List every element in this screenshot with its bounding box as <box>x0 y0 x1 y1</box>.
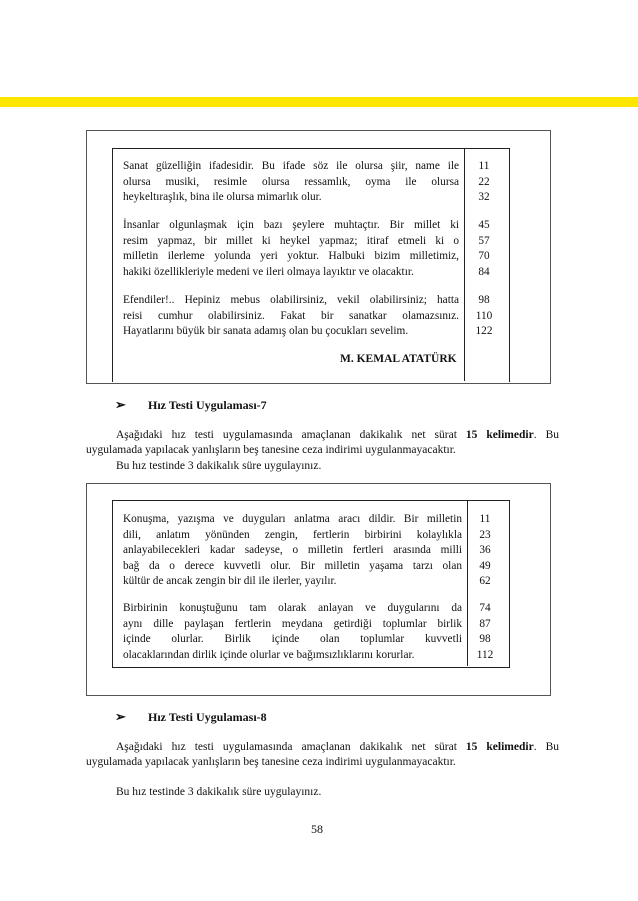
text-line: Birbirinin konuştuğunu tam olarak anlayan ve duygularını da <box>123 602 462 614</box>
word-count: 45 <box>478 219 490 231</box>
text-line: olacaklarından dirlik içinde olurlar ve bağımsızlıklarını korurlar. <box>123 648 415 661</box>
instruction-line <box>86 740 559 755</box>
text-line: olursa musiki, resimle olursa ressamlık, oyma ile olursa <box>123 175 459 188</box>
section-8-instructions <box>86 740 559 755</box>
word-count: 98 <box>479 633 491 645</box>
word-count: 11 <box>479 513 491 525</box>
word-count: 110 <box>475 309 493 322</box>
instruction-line: uygulamada yapılacak yanlışların beş tanesine ceza indirimi uygulanmayacaktır. <box>86 444 456 456</box>
word-count-column <box>466 512 504 590</box>
word-count-column <box>465 159 503 206</box>
word-count: 122 <box>475 325 493 337</box>
text-line: resim yapmaz, bir millet ki heykel yapmaz; itiraf etmeli ki o <box>123 234 459 247</box>
section-7-instruction-line-3 <box>116 459 321 474</box>
section-7-instructions <box>86 428 559 443</box>
passage-1-paragraph-1 <box>123 159 459 206</box>
instruction-emphasis: 15 kelimedir <box>465 429 534 441</box>
text-line: Konuşma, yazışma ve duyguları anlatma aracı dildir. Bir milletin <box>123 513 462 525</box>
passage-2-paragraph-2 <box>123 601 462 663</box>
text-line: İnsanlar olgunlaşmak için bazı şeylere muhtaçtır. Bir millet ki <box>123 219 459 231</box>
text-line: Sanat güzelliğin ifadesidir. Bu ifade söz ile olursa şiir, name ile <box>123 160 459 172</box>
section-7-instruction-line-2 <box>86 443 456 458</box>
passage-1-paragraph-2 <box>123 218 459 280</box>
word-count: 11 <box>478 160 490 172</box>
signature: M. KEMAL ATATÜRK <box>340 353 457 365</box>
instruction-text: Aşağıdaki hız testi uygulamasında amaçlanan dakikalık net sürat <box>116 741 466 753</box>
instruction-line <box>86 428 559 443</box>
section-8-instruction-line-2 <box>86 755 456 770</box>
word-count-column <box>466 601 504 663</box>
word-count-column <box>465 293 503 340</box>
word-count: 23 <box>479 528 491 541</box>
text-line: kültür de ancak zengin bir dil ile ilerler, yayılır. <box>123 575 337 587</box>
word-count: 98 <box>478 294 490 306</box>
section-8-heading: Hız Testi Uygulaması-8 <box>148 710 267 724</box>
instruction-text: . Bu <box>533 741 559 753</box>
arrow-bullet-icon: ➢ <box>115 709 126 724</box>
word-count: 112 <box>476 648 494 661</box>
word-count: 32 <box>478 191 490 203</box>
word-count: 84 <box>478 265 490 278</box>
word-count: 36 <box>479 544 491 556</box>
header-accent-band <box>0 97 638 107</box>
section-7-heading: Hız Testi Uygulaması-7 <box>148 398 267 412</box>
text-line: anlayabilecekleri kadar sadeyse, o milletin fertleri arasında milli <box>123 544 462 556</box>
text-line: bağ da o derece kuvvetli olur. Bir milletin yaşama tarzı olan <box>123 559 462 572</box>
text-line: milletin ilerleme yolunda yeri yoktur. Halbuki bizim milletimiz, <box>123 250 459 262</box>
text-line: hakiki özellikleriyle medeni ve ileri olmaya layıktır ve olacaktır. <box>123 265 414 278</box>
instruction-line: Bu hız testinde 3 dakikalık süre uygulayınız. <box>116 460 322 472</box>
word-count-column <box>465 218 503 280</box>
word-count: 74 <box>479 602 491 614</box>
word-count: 49 <box>479 559 491 572</box>
text-line: Efendiler!.. Hepiniz mebus olabilirsiniz, vekil olabilirsiniz; hatta <box>123 294 459 306</box>
instruction-text: . Bu <box>533 429 559 441</box>
word-count: 87 <box>479 617 491 630</box>
instruction-line: Bu hız testinde 3 dakikalık süre uygulayınız. <box>116 786 322 798</box>
word-count: 70 <box>478 250 490 262</box>
word-count: 57 <box>478 234 490 247</box>
instruction-line: uygulamada yapılacak yanlışların beş tanesine ceza indirimi uygulanmayacaktır. <box>86 756 456 768</box>
text-line: Hayatlarını büyük bir sanata adamış olan bu çocukları sevelim. <box>123 325 409 337</box>
text-line: içinde olurlar. Birlik içinde olan toplumlar kuvvetli <box>123 633 462 645</box>
passage-2-paragraph-1 <box>123 512 462 590</box>
word-count: 22 <box>478 175 490 188</box>
instruction-emphasis: 15 kelimedir <box>465 741 534 753</box>
passage-1-paragraph-3 <box>123 293 459 340</box>
text-line: dili, anlatım yönünden zengin, fertlerin birbirini kolaylıkla <box>123 528 462 541</box>
text-line: aynı dille paylaşan fertlerin meydana getirdiği toplumlar birlik <box>123 617 462 630</box>
section-8-instruction-line-3 <box>116 785 321 800</box>
text-line: reisi cumhur olabilirsiniz. Fakat bir sanatkar olamazsınız. <box>123 309 459 322</box>
word-count: 62 <box>479 575 491 587</box>
page-number: 58 <box>311 822 323 836</box>
text-line: heykeltıraşlık, bina ile olursa mimarlık olur. <box>123 191 322 203</box>
arrow-bullet-icon: ➢ <box>115 397 126 412</box>
instruction-text: Aşağıdaki hız testi uygulamasında amaçlanan dakikalık net sürat <box>116 429 466 441</box>
